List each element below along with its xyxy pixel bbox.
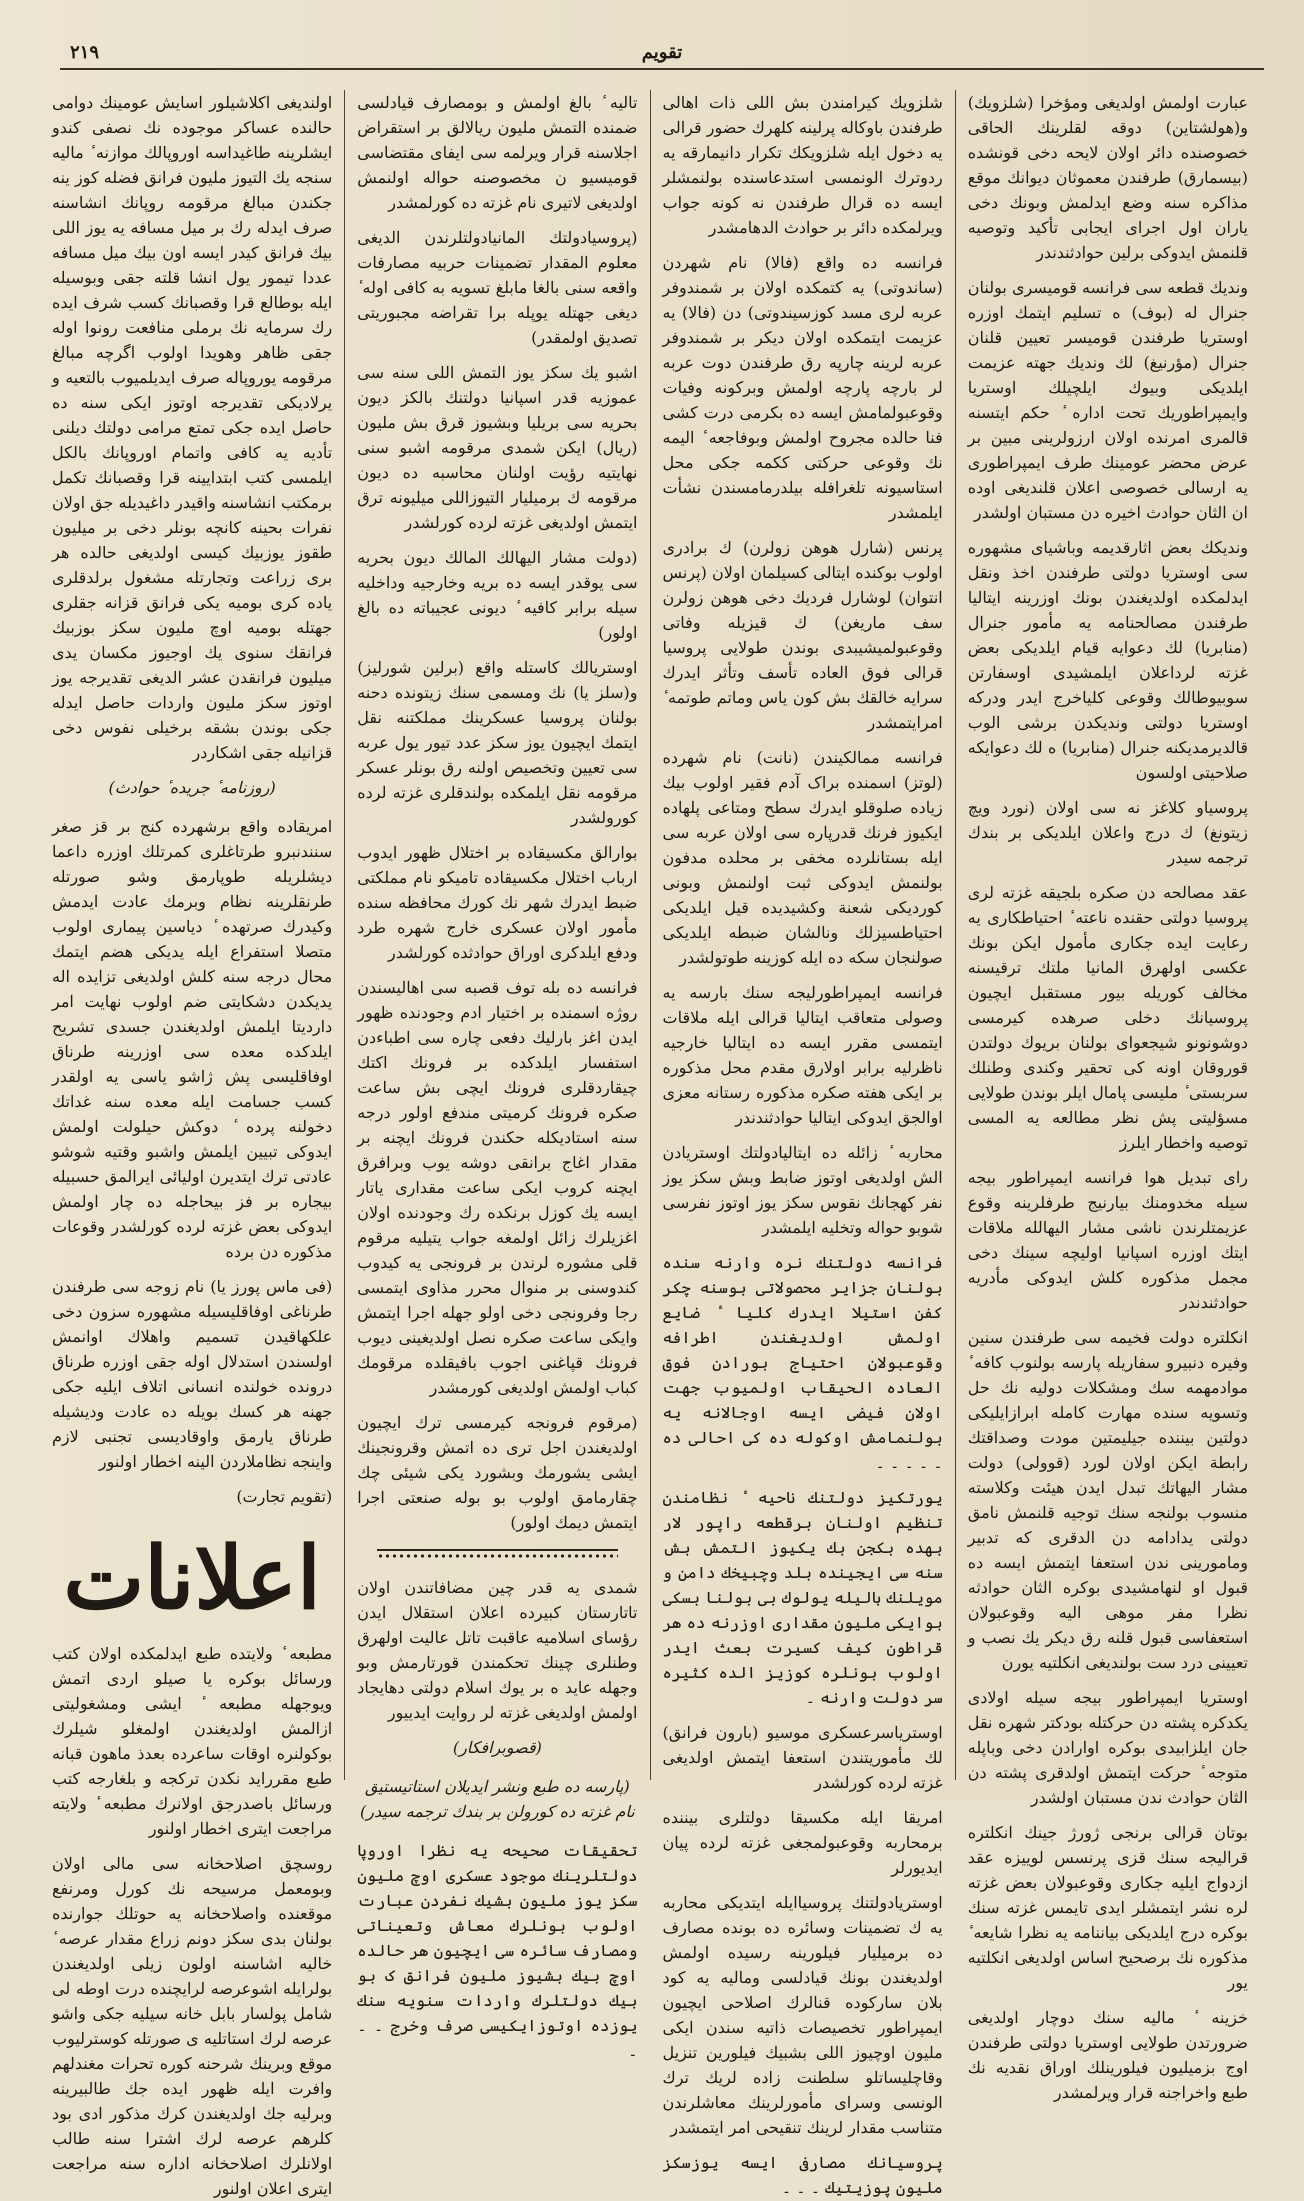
article-columns [40,90,1260,2198]
notice-paragraph: مطبعه ٔ ولایتده طبع ایدلمکده اولان کتب ورسائل بوکره یا صیلو اردی اتمش ویوجهله مطبعه ٔ ایشی ومشغولیتی ازالمش اولدیغندن اولمغلو شیلرك بوکولنره اوقات ساعرده بعدذ ماهون قبانه طبع مقرراید نکدن ترکجه و بلغارجه کتب ورسائل باصدرجق اولانرك مطبعه ٔ ولایته مراجعت ایتری اخطار اولنور [52,1644,333,1838]
column-4 [40,90,344,2198]
article-paragraph: اوستریا ایمپراطور بیجه سیله اولادی یکدکره پشته دن حرکتله بودکتر شهره نقل جان ایلزابیدی بوکره اوارادن دخی وباپله متوجه ٔ حرکت ایتمش اولدقری پشته دن الثان حوادث ندن مستبان اولشدر [967,1688,1248,1807]
article-paragraph: فرانسه ده واقع (فالا) نام شهردن (ساندوتی) یه کتمکده اولان بر شمندوفر عربه لری مسد کوزسیندوتی) دن (فالا) یه عزیمت ایتمکده اولان دیکر بر شمندوفر عربه لرینه چارپه رق طرفندن دوت عربه لر بارچه پارچه اولمش وبرکونه وفیات وقوعبولمامش ایسه ده بکرمی درت کشی فنا حالده مجروح اولمش وبوفاجعه ٔ الیمه نك وقوعی حرکتی ککمه جکی محل استاسیونه تلغرافله بیلدرمامسندن نشأت ایلمشدر [662,253,943,522]
column-3 [344,90,649,2060]
article-paragraph: امریقاده واقع برشهرده کنج بر قز صغر سنندنبرو طرتاغلری کمرتلك اوزره داعما دیشلریله طوپارمق وشو صورتله طرنقلرینه نظام وبرمك عادت ایدمش وکیدرك صرتهده ٔ دیاسین پیماری اولوب متصلا استفراع ایله یدیکی هضم ایتمك محال درجه سنه کلش اولدیغی تزایده اله یدیکدن دشکایتی ضم اولوب نهایت امر داردیتا ایلمش اولدیغندن جسدی تشریح ایلدکده معده سی اوزرینه طرناق اوفاقلیسی پش ژاشو یاسی یه اولقدر کسب جسامت ایله معده سنه غداتك دخولنه پرده ٔ دوکش حیلولت اولمش ایدوکی تبیین ایلمش واشبو وقتیه شوشو عادتی ترك ایتدیرن اولیائی ایرالمق حسبیله بیجاره بر فز بیحاجله ده چار اولمش ایدوکی بعض غزته لرده کورلشدر وقوعات مذکوره دن برده [51,817,333,1261]
article-paragraph: اوستریادولتنك پروسیاایله ایتدیکی محاربه یه ك تضمینات وسائره ده بونده مصارف ده برمیلیار فیلورینه رسیده اولمش اولدیغندن بونك قیادلسی ومالیه یه کود بلان سارکوده قنالرك اصلاحی ایچیون ایمپراطور تخصیصات ذاتیه سندن ایکی ملیون اوچیوز اللی بشبیك فیلورین تنزیل وقاچلیساتلو سلطنت زاده لریك ترك الونسی وسرای مأمورلرینك معاشلرندن متناسب مقدار لرینك تنقیحی امر ایتمشدر [662,1893,943,2137]
page-number: ٢١٩ [70,42,100,63]
article-paragraph: امریقا ایله مکسیقا دولتلری بیننده برمحاربه وقوعبولمجغی غزته لرده پیان ایدیورلر [662,1808,943,1877]
article-paragraph: فرانسه ممالکیندن (نانت) نام شهرده (لوتز) اسمنده براک آدم فقیر اولوب بیك زیاده صلوقلو ایدرك سطح ومتاعی پلهاده ایکیوز فرنك قدرپاره سی اولان عربه سی ایله بستانلرده مخفی بر محلده مدفون بولنمش ایدوکی ثبت اولنمش وبونی کوردیکی شعنة وکشیدیده قیل ایلدیکی احتیاطسیزلك ونالشان ضبطه ایلدیکی صولنجان سکه ده ایله کوزینه طوتولشدر [662,748,943,967]
article-paragraph: پروسیاو کلاغز نه سی اولان (نورد ویچ زیتونغ) ك درج واعلان ایلدیکی بر بندك ترجمه سیدر [967,798,1248,867]
article-paragraph: (دولت مشار الیهالك المالك دیون بحریه سی یوقدر ایسه ده بریه وخارجیه وداخلیه سیله برابر کافیه ٔ دیونی عجیباته ده بالغ اولور) [357,548,638,642]
article-paragraph: تالیه ٔ بالغ اولمش و بومصارف قیادلسی ضمنده التمش ملیون ریالالق بر استقراض اجلاسنه قرار ویرلمه سی ایفای مقتضاسی قومیسیو ن مخصوصنه حواله اولنمش اولدیغی لاتیری نام غزته ده کورلمشدر [357,93,638,212]
article-paragraph: انکلتره دولت فخیمه سی طرفندن سنین وفیره دنبیرو سفاریله پارسه بولنوب کافه ٔ موادمهمه سك ومشکلات دولیه نك حل وتسویه سنده مهارت کامله ابرازایلیکی دولتین بیننده جیلیمتین مودت وصداقتك رابطة ایکن اولان لورد (قوولی) دولت مشار الیهاتك تبدل ایدن هیئت وکلاسته منسوب بولنجه سنك توجیه قلنمش نامق دولتی یدادامه دن الدقری که تدبیر ومامورینی ندن استعفا ایتمش ایسه ده قبول او لنهامشیدی بوکره الثان حوادثه نظرا مفر موهی الیه وقوعبولان استعفاسی قبول قلنه رق دیکر یك نصب و تعیینی درد ست بولندیغی انکلتیه یورن [967,1328,1248,1672]
article-paragraph: اولندیغی اکلاشیلور اسایش عومینك دوامی حالنده عساکر موجوده نك نصفی کندو ایشلرینه طاغیداسه اوروپالك موازنه ٔ مالیه سنجه یك التیوز ملیون فرانق فضله کوز ینه جکندن مبالغ مرقومه روپانك انشاسنه صرف ایدله رك بر میل مسافه یه یوز اللی بیك فرانق کیدر ایسه اون بیك میل مسافه عددا تیمور یول انشا قلته جقی وبوسیله ایله بوطالع قرا وقصبانك کسب شرف ایده رك سرمایه نك برملی منافعت رونوا اوله جقی ظاهر وهویدا اولوب اگرچه مبالغ مرقومه یوروپاله صرف ایدیلمیوب بالتعیه و یرلادیکی تقدیرجه اوتوز ایکی سنه ده حاصل ایده جکی تمتع مرامی دولتك دیلنی تأدیه یه کافی واتمام اوروپانك بالکل ایلمسی کتب ابتدایینه قرا وقصبانك تکمل برمکتب انشاسنه واقیدر داغیدیله جق اولان نفرات بحینه کانچه بونلر دخی بر میلیون طقوز یوزبیك کیسی اولدیغی حالده هر بری زراعت وتجارتله مشغول برلدقلری یاده کری بومیه یکی فرانق قزانه جقلری جهتله بومیه اوچ ملیون سکز بوزبیك فرانقك سنوی یك اوجیوز مکسان یدی میلیون فرانقدن عشر الدیغی تقدیرجه یوز اوتوز سکز ملیون واردات حاصل ایدله جکی بوندن بشقه برخیلی نفوس دخی قزانیله جقی اشکاردر [52,93,333,762]
source-credit: (روزنامه ٔ جریده ٔ حوادث) [108,778,276,797]
article-paragraph: بوارالق مکسیقاده بر اختلال ظهور ایدوب ارباب اختلال مکسیقاده تامیکو نام مملکتی ضبط ایدرك شهر نك کورك محافظه سنده مأمور اولان عسکری خارج شهره طرد ودفع ایلدکری اوراق حوادثده کورلشدر [357,843,638,962]
article-paragraph: عقد مصالحه دن صکره بلجیقه غزته لری پروسیا دولتی حقنده ناعته ٔ احتیاطکاری یه رعایت ایده جکاری مأمول ایکن بونك عکسی اولهرق المانیا ملتك ترقیسنه مخالف کوریله بیور مستقبل ایچیون پروسیانك دخلی صرهده کیرمسی دوشونونو شیجعوای بولنان بریوك دولتدن قوروقان اونه کی تحقیر وکندی وطنلك سربستی ٔ ملیسی پامال ایلر بوندن طولایی مسؤلیتی پش نظر مطالعه یه المسی توصیه واخطار ایلرز [967,883,1248,1152]
article-paragraph: تحقیقات صحیحه یه نظرا اوروپا دولتلرینك موجود عسکری اوچ ملیون سکز یوز ملیون بشیك نفردن عبارت اولوب بونلرك معاش وتعیناتی ومصارف سائره سی ایچیون هر حالده اوچ بیك بشیوز ملیون فرانق ک بو بیك دولتلرك واردات سنویه سنك یوزده اوتوزایکیسی صرف وخرج ۔ ۔ ۔ [357,1841,638,2060]
article-paragraph: بوتان قرالی برنجی ژورژ جینك انکلتره قرالیجه سنك قزی پرنسس لوییزه عقد ازدواج ایلیه جکاری وقوعبولان بعض غزته لره نشر ایتمشلر ایدی تایمس غزته سنك بوکره درج ایلدیکی بیاننامه یه نظرا شایعه ٔ مذکوره نك برصحیح اساس اولدیغی انکلتیه یور [967,1823,1248,1992]
article-paragraph: فرانسه دولتنك نره وارنه سنده بولنان جزایر محصولاتی بوسنه چکر کفن استیلا ایدرك کلیا ٔ ضایع اولمش اولدیغندن اطرافه وقوعبولان احتیاج بورادن فوق العاده الحیقاب اولمیوب جهت اولان فیضی ایسه اوجالانه یه بولنمامش اوکوله ده کی احالی ده ۔ ۔ ۔ ۔ ۔ [662,1253,943,1472]
running-head [60,40,1264,70]
article-paragraph: فرانسه ایمپراطورلیجه سنك بارسه یه وصولی متعاقب ایتالیا قرالی ایله ملاقات ایتمسی مقرر ایسه ده ایتالیا خارجیه ناظرلیه برابر اولارق مقدم محل مذکوره بر ایکی هفته صکره مذکوره رستانه معزی اوالجق ایدوکی ایتالیا حوادثندندر [662,983,943,1127]
column-1 [955,90,1260,2102]
notice-paragraph: روسچق اصلاحخانه سی مالی اولان وبومعمل مرسیحه نك کورل ومرنفع موقعنده واصلاحخانه یه حوتلك جوارنده بولنان بدی سکز دونم زراع مقدار عرصه ٔ خالیه اشاسنه اولون زیلی اولدیغندن بولرایله اشوعرصه لرایچنده درت اوطه لی شامل پولسار بابل خانه سیلیه جكی واشو عرصه لرك استاتلیه ی صورتله کوسترلیوب موقع وبرینك شرحنه کوره تحرات مغندلهم وافرت ایله ظهور ایده جك طالبیرینه وبرلیه جك اولدیغندن کرك مذکور ادی بود کلرهم عرصه لرك اشترا سنه طالب اولانلرك اصلاحخانه اداره سنه مراجعت ایتری اعلان اولنور [52,1854,333,2198]
article-paragraph: اشبو یك سکز یوز التمش اللی سنه سی عموزیه قدر اسپانیا دولتنك بالکز دیون بحریه سی بریلیا وبشیوز قرق بش ملیون (ریال) ایکن شمدی مرقومه اشبو سنی نهایتیه رؤیت اولنان محاسبه ده دیون مرقومه ك برمیلیار التیوزاللی میلیونه ترق ایتمش اولدیغی غزته لرده کورلشدر [357,363,638,532]
notices-heading: اعلانات [63,1528,321,1629]
article-paragraph: پروسیانك مصارفی ایسه یوزسکز ملیون پوزیتیك ۔ ۔ ۔ [662,2153,943,2197]
section-divider [377,1549,617,1561]
column-2 [650,90,955,2197]
article-paragraph: رای تبدیل هوا فرانسه ایمپراطور بیجه سیله مخدومنك بیارنیج طرفلرینه وقوع عزیمتلرندن ناشی مشار الیهالله ملاقات ایتك اوزره اسپانیا اولیچه سینك دخی مجمل مذکوره کلش ایدوکی مأدریه حوادثندندر [967,1168,1248,1312]
article-paragraph: محاربه ٔ زائله ده ایتالیادولتك اوستریادن الش اولدیغی اوتوز ضابط وبش سکز یوز نفر کهجانك نقوس سکز یوز اوتوز نفرسی شوبو حواله وتخلیه ایلمشدر [662,1143,943,1237]
page-title: تقويم [641,42,683,63]
article-paragraph: (تقویم تجارت) [236,1487,333,1506]
article-paragraph: فرانسه ده بله توف قصبه سی اهالیسندن روژه اسمنده بر اختیار ادم وجودنده ظهور ایدن اغز بارلیك دفعی چاره سی اطباءدن استفسار ایلدکده بر فرونك اکتك چیقاردقلری فرونك ایچی بش ساعت صکره فرونك کرمیتی مندفع اولور درجه سنه استادیکله حکندن فرونك ایچنه بر مقدار اغاج برانقی دوشه یوب وبرافرق ایچنه کروب ایکی ساعت مقداری یاتار ایسه یك کوزل برنکده رك وجودنده اولان اغزیلرك زائل اولمغه جواب یتیلیه مرقوم قلی مشوره لرندن بر فرونجی یه کیدوب کندوسنی بر منوال محرر مذاوی ایتمسی رجا وفرونجی دخی اولو جهله اجرا ایتمش وایکی ساعت صکره نصل اولدیغینی دیوب فرونك قپاغنی اجوب بافیقلده مرقومك کباب اولمش اولدیغی کورمشدر [357,978,638,1397]
article-paragraph: خزینه ٔ مالیه سنك دوچار اولدیغی ضرورتدن طولایی اوستریا دولتی طرفندن اوج بزمیلیون فیلورینلك اوراق نقدیه نك طبع واخراجنه قرار ویرلمشدر [967,2008,1248,2102]
source-credit: (قصوبرافکار) [452,1738,542,1757]
article-paragraph: وندیك قطعه سی فرانسه قومیسری بولنان جنرال له (بوف) ه تسلیم ایتمك اوزره اوستریا طرفندن قومیسر تعیین قلنان جنرال (مؤرنیغ) لك وندیك جهته عزیمت ایلدیکی وبیوك ایلچیلك اوستریا وایمپراطوریك تحت اداره ٔ حکم ایتسنه قالمری امرنده اولان ارزولرینی مبین بر عرض محضر عومینك طرف ایمپراطوری یه ارسالی خصوصی اعلان قلندیغی اوده ان الثان حوادث اخیره دن مستبان اولشدر [967,278,1248,522]
article-paragraph: (فی ماس پورز یا) نام زوجه سی طرفندن طرناغی اوفاقلیسیله مشهوره سزون دخی علکهاقیدن تسمیم واهلاك اوانمش اولسندن استدلال اوله جقی اوزره طرناق درونده خولنده انسانی اتلاف ایلیه جکی جهنه هر کسك بویله ده عادت ودیشیله طرناق یارمق واوقادیسی تجنبی لازم واینجه نظاملاردن الینه اخطار اولنور [52,1277,333,1471]
article-paragraph: عبارت اولمش اولدیغی ومؤخرا (شلزویك) و(هولشتاین) دوقه لقلرینك الحاقی خصوصنده دائر اولان لایحه دخی قونشده (بیسمارق) طرفندن معموثان دیوانك موقع مذاکره سنه وضع ایدلمش وبونك دخی یاران اول اجرای ایجابی تأکید وتوصیه قلنمش ایدوکی برلین حوادثندندر [967,93,1248,262]
article-paragraph: اوستریاسرعسکری موسیو (بارون فرانق) لك مأموریتندن استعفا ایتمش اولدیغی غزته لرده کورلشدر [662,1723,943,1792]
article-paragraph: یورتکیز دولتنك ناحیه ٔ نظامندن تنظیم اولنان برقطعه راپور لار بهده بکجن بك یكیوز التمش بش سنه سی ایجینده بلد وچبیخك دامن و مویلنك بالیله یولوك بی بولنا بسکی بوایکی ملیون مقداری اوزرنه ده هر قراطون کیف کسیرت بعث ایدر اولوب بونلره کوزیز الده کثیره سر دولت وارنه ۔ [662,1488,943,1707]
article-paragraph: اوستریالك کاستله واقع (برلین شورلیز) و(سلز یا) نك ومسمی سنك زیتونده دحنه بولنان پروسیا عسکرینك مملکتنه نقل ایتمك ایچیون یوز سکز عدد تیور یول عربه سی تعیین وتخصیص اولنه رق بونلر عسکر مرقومه نقل ایلمکده بولندقلری غزته لرده کورولشدر [357,658,638,827]
article-paragraph: پرنس (شارل هوهن زولرن) ك برادری اولوب بوکنده ایتالی کسیلمان اولان (پرنس انتوان) لوشارل فردیك دخی هوهن زولرن سف ماریغن) ك قیزیله وفاتی وقوعبولمیشیبدی بوندن طولایی پروسیا قرالی فوق العاده تأسف وتأثر ایدرك سرایه خالقك بش کون یاس وماتم طوتمه ٔ امرایتمشدر [662,538,943,732]
article-paragraph: شلزویك كيرامندن بش اللی ذات اهالی طرفندن باوکاله پرلینه کلهرك حضور قرالی یه دخول ایله شلزویکك تکرار دانیمارقه یه ردوترك الونمسی استدعاسنده بولنمشلر ایسه ده قرال طرفندن نه کونه جواب ویرلمکده دائر بر حوادث الدهامشدر [662,93,943,237]
article-paragraph: شمدی یه قدر چین مضافاتندن اولان تاتارستان کبیرده اعلان استقلال ایدن رؤسای اسلامیه عاقبت تاتل عالیت اولهرق وطنلری چینك تحکمندن قورتارمش وبو وجهله عاید ه بر یوك اسلام دولتی دهایجاد اولمش اولدیغی غزته لر روایت ایدییور [357,1578,638,1722]
article-paragraph: (پروسیادولتك المانیادولتلرندن الدیغی معلوم المقدار تضمینات حربیه مصارفات واقعه سنی بالغا مابلغ تسویه به کافی اوله ٔ دیغی جهتله یوپله برا تقراضه مجبوریتی تصدیق اولمقدر) [357,228,638,347]
article-paragraph: (مرقوم فرونجه کیرمسی ترك ایچیون اولدیغندن اجل تری ده اتمش وقرونجینك ایشی یشورمك وبشورد یکی شیئی چك چقارمامق اولوب بو بوله صنعتی اجرا ایتمش دیمك اولور) [357,1413,638,1532]
article-paragraph: وندیکك بعض اثارقدیمه وباشیای مشهوره سی اوستریا دولتی طرفندن اخذ ونقل ایدلمکده اولدیغندن بونك اوزرینه ایتالیا طرفندن مصالحنامه یه مأمور جنرال (منابریا) لك دعوایه قیام ایلدیکی بعض غزته لرداعلان ایلمشیدی اوسفارتن سوبیوطالك وقوعی کلیاخرج ایدر ودرکه اوستریا دولتی وندیکدن برشی الوب قالدیرمدیکنه جنرال (منابریا) ه لك دعوایکه صلاحیتی اولسون [967,538,1248,782]
source-credit: (پارسه ده طبع ونشر ایدیلان استاتیستیق نام غزته ده کورولن بر بندك ترجمه سیدر) [360,1777,635,1821]
